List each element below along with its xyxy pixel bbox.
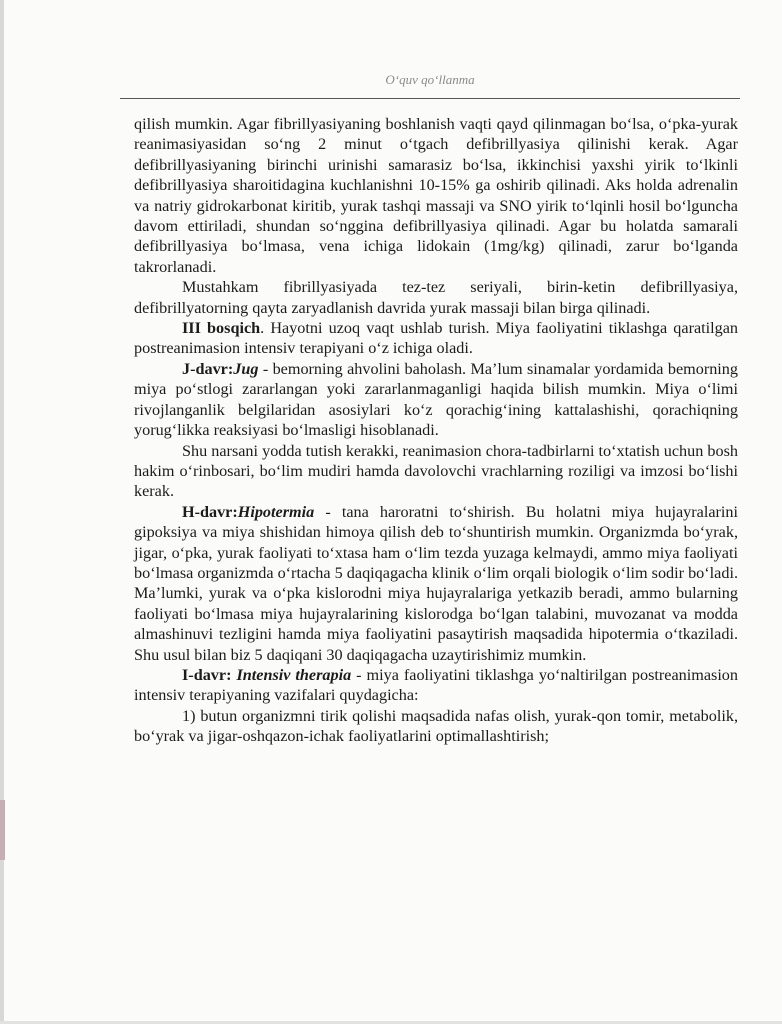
running-header: O‘quv qo‘llanma [385, 72, 475, 87]
text-run: Shu narsani yodda tutish kerakki, reanimasion chora-tadbirlarni to‘xtatish uchun bosh hakim o‘rinbosari, bo‘lim mudiri hamda davolovchi vrachlarning roziligi va imzosi bo‘lishi kerak. [134, 441, 738, 501]
paragraph-p4 [134, 359, 738, 441]
text-run: - tana haroratni to‘shirish. Bu holatni miya hujayralarini gipoksiya va miya shishidan himoya qilish deb to‘shuntirish mumkin. Organizmda bo‘yrak, jigar, o‘pka, yurak faoliyati to‘xtasa ham o‘lim tezda yuzaga kelmaydi, ammo miya faoliyati bo‘lmasa organizmda o‘rtacha 5 daqiqagacha klinik o‘lim orqali biologik o‘lim sodir bo‘ladi. Ma’lumki, yurak va o‘pka kislorodni miya hujayralariga yetkazib beradi, ammo bularning faoliyati bo‘lmasa miya hujayralarining kislorodga bo‘lgan talabini, muvozanat va modda almashinuvi tezligini hamda miya faoliyatini pasaytirish maqsadida hipotermia o‘tkaziladi. Shu usul bilan biz 5 daqiqani 30 daqiqagacha uzaytirishimiz mumkin. [134, 502, 738, 664]
text-run: . Hayotni uzoq vaqt ushlab turish. Miya faoliyatini tiklashga qaratilgan postreanimasion intensiv terapiyani o‘z ichiga oladi. [134, 319, 739, 358]
paragraph-p8 [134, 706, 738, 747]
body-text [134, 114, 738, 747]
paragraph-p1 [134, 114, 738, 277]
header-rule [120, 98, 740, 99]
paragraph-p2 [134, 277, 738, 318]
text-run: - bemorning ahvolini baholash. Ma’lum sinamalar yordamida bemorning miya po‘stlogi zararlangan yoki zararlanmaganligi haqida bilish mumkin. Miya o‘limi rivojlanganlik belgilaridan asosiylari ko‘z qorachig‘ining kattalashishi, qorachiqning yorug‘likka reaksiyasi bo‘lmasligi hisoblanadi. [134, 359, 738, 440]
text-run: qilish mumkin. Agar fibrillyasiyaning boshlanish vaqti qayd qilinmagan bo‘lsa, o‘pka-yurak reanimasiyasidan so‘ng 2 minut o‘tgach defibrillyasiya qilinishi kerak. Agar defibrillyasiyaning birinchi urinishi samarasiz bo‘lsa, ikkinchisi yaxshi yirik to‘lkinli defibrillyasiya sharoitidagina kuchlanishni 10-15% ga oshirib qilinadi. Aks holda adrenalin va natriy gidrokarbonat kiritib, yurak tashqi massaji va SNO yirik to‘lqinli hosil bo‘lguncha davom ettiriladi, shundan so‘nggina defibrillyasiya qilinadi. Agar bu holatda samarali defibrillyasiya bo‘lmasa, vena ichiga lidokain (1mg/kg) qilinadi, zarur bo‘lganda takrorlanadi. [134, 115, 738, 276]
bold-run: J-davr: [182, 359, 234, 378]
text-run: Mustahkam fibrillyasiyada tez-tez seriyali, birin-ketin defibrillyasiya, defibrillyatorning qayta zaryadlanish davrida yurak massaji bilan birga qilinadi. [134, 278, 738, 317]
paragraph-p5 [134, 441, 738, 502]
text-run: 1) butun organizmni tirik qolishi maqsadida nafas olish, yurak-qon tomir, metabolik, bo‘yrak va jigar-oshqazon-ichak faoliyatlarini optimallashtirish; [134, 706, 738, 746]
text-run: - miya faoliyatini tiklashga yo‘naltirilgan postreanimasion intensiv terapiyaning vazifalari quydagicha: [134, 665, 738, 705]
bold-run: I-davr: [182, 665, 237, 684]
bold-run: Jug [233, 359, 259, 378]
paragraph-p6 [134, 502, 738, 665]
bold-run: Intensiv therapia [236, 665, 352, 684]
page-edge-mark [0, 800, 5, 860]
bold-run: III bosqich [182, 319, 261, 338]
page-edge-shadow [0, 0, 4, 1024]
paragraph-p7 [134, 665, 738, 706]
paragraph-p3 [134, 318, 738, 359]
bold-run: Hipotermia [237, 502, 315, 521]
bold-run: H-davr: [182, 502, 238, 521]
